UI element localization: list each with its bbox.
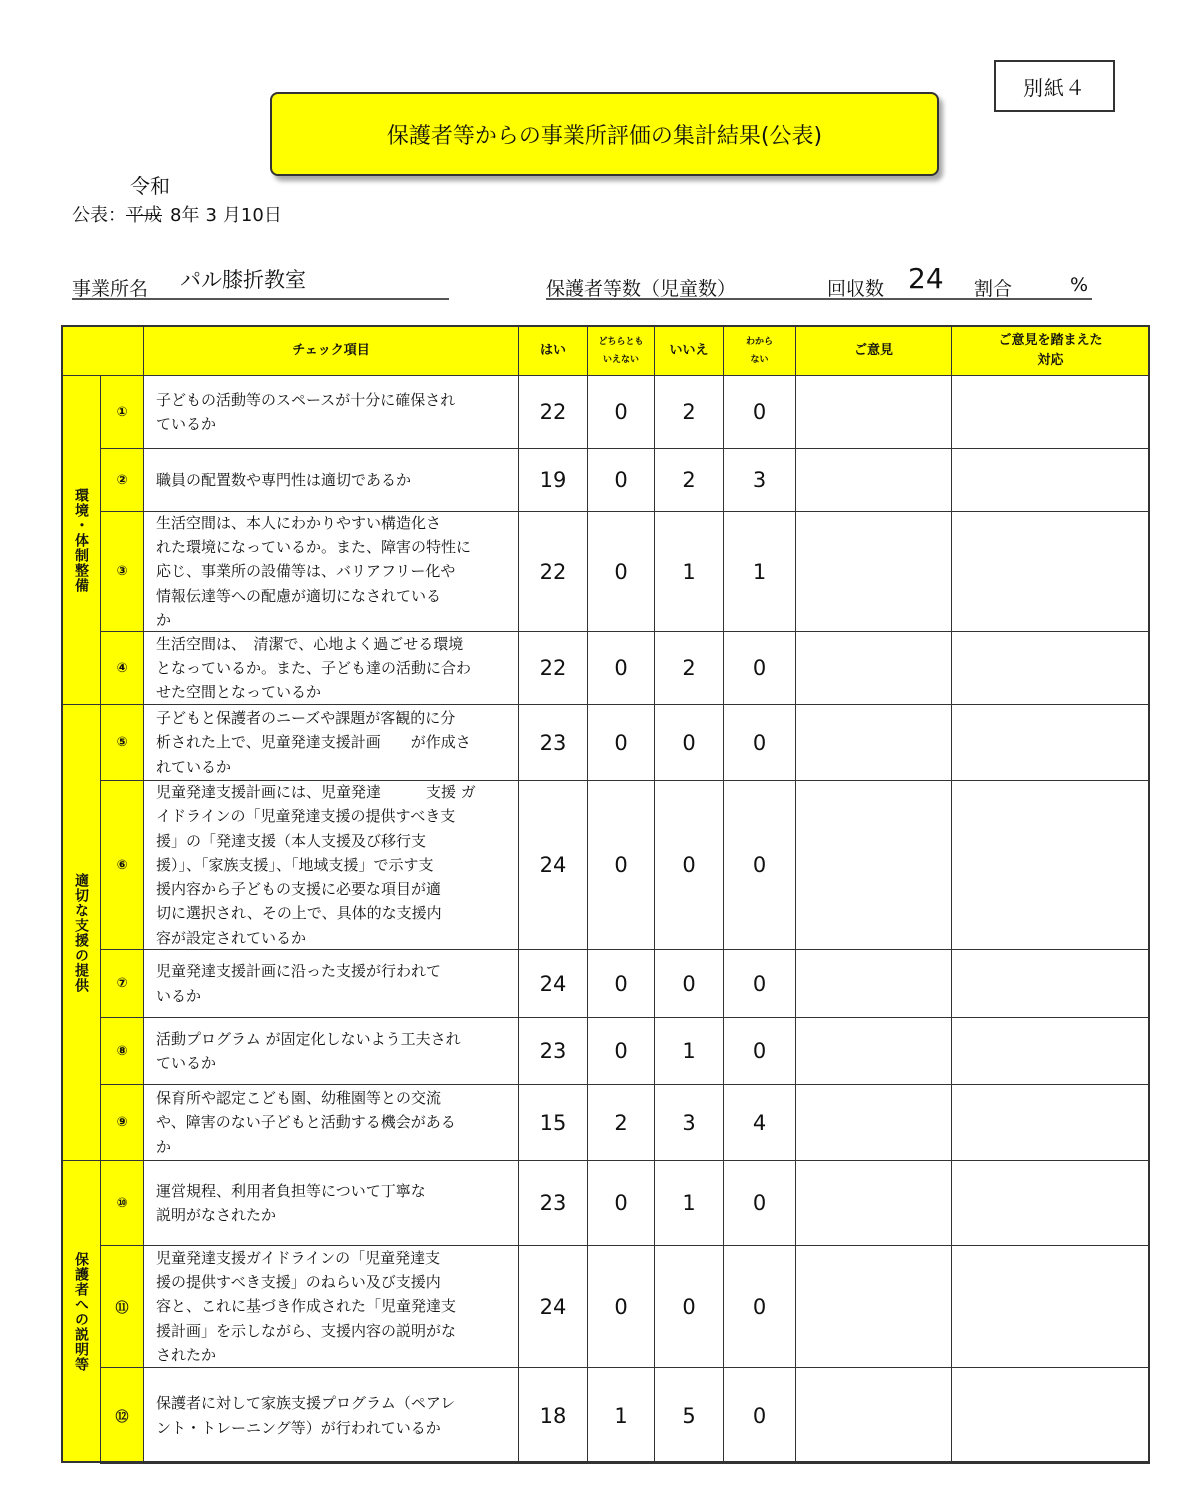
era-correction: 令和 bbox=[130, 174, 170, 198]
ratio-label: 割合 bbox=[974, 278, 1013, 300]
item-number: ⑧ bbox=[100, 1017, 144, 1085]
item-question: 活動プログラム が固定化しないよう工夫され ているか bbox=[143, 1017, 519, 1085]
item-number: ① bbox=[100, 375, 144, 449]
year-unit: 年 bbox=[181, 205, 200, 226]
answer-yes: 15 bbox=[518, 1084, 588, 1161]
item-question: 児童発達支援計画には、児童発達 支援 ガ イドラインの「児童発達支援の提供すべき支 援」の「発達支援（本人支援及び移行支 援）」、「家族支援」、「地域支援」で示す支 援内容から子どもの支援に必要な項目が適 切に選択され、その上で、具体的な支援内 容が設定されているか bbox=[143, 780, 519, 950]
office-label: 事業所名 bbox=[72, 278, 149, 300]
answer-unknown: 0 bbox=[723, 1245, 796, 1368]
category-appropriate-support bbox=[61, 704, 101, 1161]
answer-unknown: 0 bbox=[723, 1367, 796, 1464]
item-question: 職員の配置数や専門性は適切であるか bbox=[143, 448, 519, 512]
answer-no: 1 bbox=[654, 511, 724, 632]
response-cell bbox=[951, 511, 1150, 632]
item-number: ⑤ bbox=[100, 704, 144, 781]
answer-neither: 0 bbox=[587, 448, 655, 512]
answer-no: 2 bbox=[654, 448, 724, 512]
answer-neither: 0 bbox=[587, 1017, 655, 1085]
item-question: 子どもと保護者のニーズや課題が客観的に分 析された上で、児童発達支援計画 が作成さ れているか bbox=[143, 704, 519, 781]
response-cell bbox=[951, 1017, 1150, 1085]
answer-yes: 24 bbox=[518, 1245, 588, 1368]
answer-unknown: 0 bbox=[723, 631, 796, 705]
item-question: 保育所や認定こども園、幼稚園等との交流 や、障害のない子どもと活動する機会がある か bbox=[143, 1084, 519, 1161]
item-question: 児童発達支援ガイドラインの「児童発達支 援の提供すべき支援」のねらい及び支援内 容と、これに基づき作成された「児童発達支 援計画」を示しながら、支援内容の説明がな されたか bbox=[143, 1245, 519, 1368]
opinion-cell bbox=[795, 1367, 952, 1464]
item-question: 保護者に対して家族支援プログラム（ペアレ ント・トレーニング等）が行われているか bbox=[143, 1367, 519, 1464]
collected-label: 回収数 bbox=[827, 278, 885, 300]
answer-no: 0 bbox=[654, 1245, 724, 1368]
answer-no: 2 bbox=[654, 631, 724, 705]
opinion-cell bbox=[795, 1160, 952, 1246]
response-cell bbox=[951, 1245, 1150, 1368]
answer-yes: 23 bbox=[518, 1160, 588, 1246]
item-question: 児童発達支援計画に沿った支援が行われて いるか bbox=[143, 949, 519, 1018]
item-number: ③ bbox=[100, 511, 144, 632]
response-cell bbox=[951, 448, 1150, 512]
answer-no: 1 bbox=[654, 1160, 724, 1246]
header-no: いいえ bbox=[654, 325, 724, 376]
answer-unknown: 0 bbox=[723, 704, 796, 781]
answer-neither: 0 bbox=[587, 780, 655, 950]
opinion-cell bbox=[795, 1245, 952, 1368]
category-label: 保護者への説明等 bbox=[73, 1251, 89, 1372]
opinion-cell bbox=[795, 511, 952, 632]
answer-unknown: 0 bbox=[723, 780, 796, 950]
header-response: ご意見を踏まえた 対応 bbox=[951, 325, 1150, 376]
header-neither: どちらとも いえない bbox=[587, 325, 655, 376]
category-environment bbox=[61, 375, 101, 705]
answer-neither: 0 bbox=[587, 1160, 655, 1246]
answer-no: 2 bbox=[654, 375, 724, 449]
era-struck: 平成 bbox=[126, 205, 162, 226]
response-cell bbox=[951, 1367, 1150, 1464]
answer-no: 0 bbox=[654, 949, 724, 1018]
answer-no: 3 bbox=[654, 1084, 724, 1161]
answer-no: 1 bbox=[654, 1017, 724, 1085]
month-unit: 月 bbox=[222, 205, 241, 226]
answer-unknown: 3 bbox=[723, 448, 796, 512]
publication-month: 3 bbox=[205, 205, 217, 226]
item-number: ④ bbox=[100, 631, 144, 705]
category-label: 適切な支援の提供 bbox=[73, 872, 89, 993]
answer-yes: 24 bbox=[518, 780, 588, 950]
annex-label: 別紙４ bbox=[994, 60, 1115, 112]
publication-year: 8 bbox=[170, 205, 182, 226]
answer-unknown: 4 bbox=[723, 1084, 796, 1161]
publication-date bbox=[72, 201, 282, 227]
category-label: 環境・体制整備 bbox=[73, 487, 89, 593]
opinion-cell bbox=[795, 448, 952, 512]
answer-yes: 22 bbox=[518, 511, 588, 632]
page-title: 保護者等からの事業所評価の集計結果(公表) bbox=[270, 92, 939, 176]
office-name: パル膝折教室 bbox=[180, 268, 306, 292]
item-question: 生活空間は、 清潔で、心地よく過ごせる環境 となっているか。また、子ども達の活動に合わ せた空間となっているか bbox=[143, 631, 519, 705]
response-cell bbox=[951, 1160, 1150, 1246]
item-number: ⑫ bbox=[100, 1367, 144, 1464]
answer-neither: 1 bbox=[587, 1367, 655, 1464]
header-yes: はい bbox=[518, 325, 588, 376]
day-unit: 日 bbox=[263, 205, 282, 226]
answer-yes: 24 bbox=[518, 949, 588, 1018]
answer-neither: 0 bbox=[587, 1245, 655, 1368]
collected-value: 24 bbox=[908, 262, 944, 295]
answer-no: 5 bbox=[654, 1367, 724, 1464]
response-cell bbox=[951, 780, 1150, 950]
answer-neither: 0 bbox=[587, 511, 655, 632]
answer-neither: 2 bbox=[587, 1084, 655, 1161]
answer-unknown: 0 bbox=[723, 375, 796, 449]
publication-day: 10 bbox=[240, 205, 264, 226]
answer-neither: 0 bbox=[587, 375, 655, 449]
opinion-cell bbox=[795, 949, 952, 1018]
evaluation-table bbox=[61, 325, 1150, 1463]
item-number: ⑦ bbox=[100, 949, 144, 1018]
response-cell bbox=[951, 949, 1150, 1018]
response-cell bbox=[951, 704, 1150, 781]
item-number: ⑪ bbox=[100, 1245, 144, 1368]
opinion-cell bbox=[795, 1017, 952, 1085]
office-field bbox=[72, 262, 449, 300]
header-unknown: わから ない bbox=[723, 325, 796, 376]
response-cell bbox=[951, 375, 1150, 449]
publication-label: 公表： bbox=[72, 205, 126, 226]
answer-yes: 22 bbox=[518, 375, 588, 449]
answer-neither: 0 bbox=[587, 704, 655, 781]
item-number: ② bbox=[100, 448, 144, 512]
ratio-unit: % bbox=[1070, 274, 1089, 296]
answer-yes: 19 bbox=[518, 448, 588, 512]
answer-neither: 0 bbox=[587, 631, 655, 705]
opinion-cell bbox=[795, 1084, 952, 1161]
item-number: ⑩ bbox=[100, 1160, 144, 1246]
answer-unknown: 1 bbox=[723, 511, 796, 632]
answer-yes: 23 bbox=[518, 704, 588, 781]
guardians-label: 保護者等数（児童数） bbox=[546, 278, 737, 300]
header-opinion: ご意見 bbox=[795, 325, 952, 376]
answer-yes: 22 bbox=[518, 631, 588, 705]
answer-no: 0 bbox=[654, 704, 724, 781]
answer-yes: 18 bbox=[518, 1367, 588, 1464]
header-corner bbox=[61, 325, 144, 376]
counts-field bbox=[546, 262, 1092, 300]
item-number: ⑥ bbox=[100, 780, 144, 950]
opinion-cell bbox=[795, 780, 952, 950]
opinion-cell bbox=[795, 631, 952, 705]
item-question: 子どもの活動等のスペースが十分に確保され ているか bbox=[143, 375, 519, 449]
answer-unknown: 0 bbox=[723, 949, 796, 1018]
item-question: 運営規程、利用者負担等について丁寧な 説明がなされたか bbox=[143, 1160, 519, 1246]
response-cell bbox=[951, 631, 1150, 705]
category-guardian-explanation bbox=[61, 1160, 101, 1463]
item-number: ⑨ bbox=[100, 1084, 144, 1161]
response-cell bbox=[951, 1084, 1150, 1161]
answer-no: 0 bbox=[654, 780, 724, 950]
item-question: 生活空間は、本人にわかりやすい構造化さ れた環境になっているか。また、障害の特性に 応じ、事業所の設備等は、バリアフリー化や 情報伝達等への配慮が適切になされている か bbox=[143, 511, 519, 632]
answer-yes: 23 bbox=[518, 1017, 588, 1085]
opinion-cell bbox=[795, 704, 952, 781]
answer-unknown: 0 bbox=[723, 1017, 796, 1085]
answer-unknown: 0 bbox=[723, 1160, 796, 1246]
header-check-item: チェック項目 bbox=[143, 325, 519, 376]
opinion-cell bbox=[795, 375, 952, 449]
answer-neither: 0 bbox=[587, 949, 655, 1018]
